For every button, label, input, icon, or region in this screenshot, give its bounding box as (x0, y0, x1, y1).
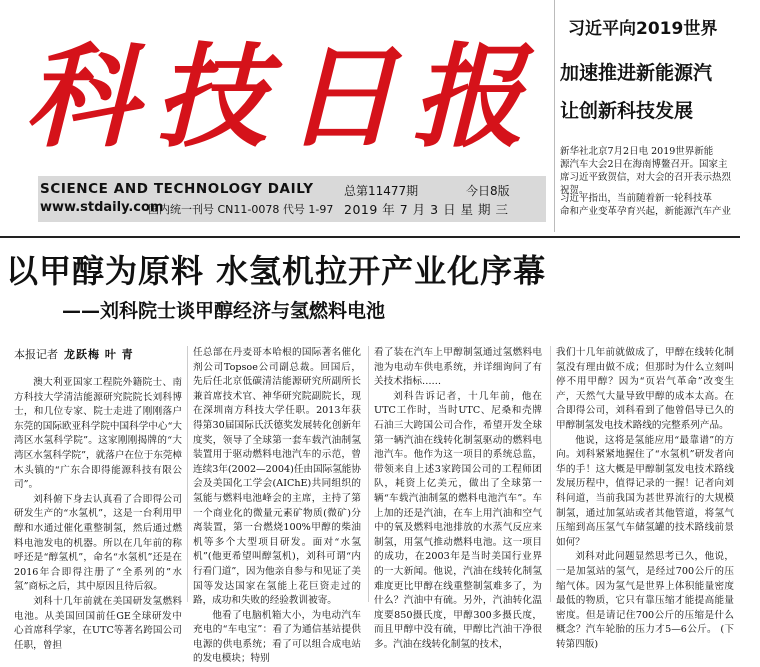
logo-char-2: 技 (155, 32, 267, 163)
rail-line: 席习近平致贺信，对大会的召开表示热烈 (560, 172, 732, 183)
byline-label: 本报记者 (14, 348, 58, 361)
rail-paragraph-2 (560, 192, 760, 218)
issue-date: 2019 年 7 月 3 日 星 期 三 (344, 202, 509, 217)
paragraph: 澳大利亚国家工程院外籍院士、南方科技大学清洁能源研究院院长刘科博士，和几位专家、院士走进了刚刚落户东莞的国际欧亚科学院中国科学中心“大湾区水氢科学院”。这家刚刚揭牌的“大湾区水氢科学院”，就落户在位于东莞樟木头镇的“广东合即得能源科技有限公司”。 (14, 377, 182, 491)
rail-line: 源汽车大会2日在海南博鳌召开。国家主 (560, 159, 728, 170)
rail-headline-3: 让创新科技发展 (560, 100, 694, 122)
logo-char-1: 科 (25, 32, 137, 163)
byline-names: 龙跃梅 叶 青 (64, 348, 134, 361)
byline (14, 346, 134, 362)
rail-line: 新华社北京7月2日电 2019世界新能 (560, 146, 714, 157)
article-headline: 以甲醇为原料 水氢机拉开产业化序幕 (6, 252, 547, 290)
rail-headline-2: 加速推进新能源汽 (560, 62, 713, 84)
rail-paragraph-1 (560, 145, 760, 197)
logo-char-3: 日 (285, 32, 397, 163)
paragraph: 他看了电脑机箱大小，为电动汽车充电的“车电宝”：看了为通信基站提供电源的供电系统；看了可以组合成电站的发电模块；特别 (193, 609, 361, 665)
article-column-4 (556, 346, 734, 650)
column-divider (187, 346, 188, 602)
article-column-3 (374, 346, 542, 650)
article-column-2 (193, 346, 361, 665)
rail-divider (554, 0, 555, 232)
logo-char-4: 报 (412, 32, 524, 163)
paragraph: 我们十几年前就做成了，甲醇在线转化制氢没有理由做不成；但那时为什么立刻叫停不用甲醇？因为“页岩气革命”改变生产，天然气大量导致甲醇的成本太高。在合即得公司，刘科看到了他曾倡导已久的甲醇制氢发电技术路线的完整系列产品。 (556, 347, 734, 431)
masthead (0, 0, 548, 232)
paragraph: 刘科俯下身去认真看了合即得公司研发生产的“水氢机”，这是一台利用甲醇和水通过催化重整制氢，然后通过燃料电池发电的机器。所以在几年前的称呼还是“醇氢机”，命名“水氢机”还是在2016年合即得注册了“全系列的”水氢”商标之后，其中原因且待后叙。 (14, 493, 182, 593)
article-subhead: ——刘科院士谈甲醇经济与氢燃料电池 (62, 300, 386, 322)
rail-line: 祝贺。 (560, 185, 589, 196)
paragraph: 看了装在汽车上甲醇制氢通过氢燃料电池为电动车供电系统，并详细询问了有关技术指标…… (374, 347, 542, 388)
issue-serial: 总第11477期 (344, 184, 419, 198)
paragraph: 他说，这将是氢能应用“最靠谱”的方向。刘科紧紧地握住了“水氢机”研发者向华的手！这大概是甲醇制氢发电技术路线发展历程中，值得记录的一握！记者向刘科问道，当前我国为甚世界流行的大规模制氢，通过加氢站或者其他管道，将氢气压缩到高压氢气车储氢罐的技术路线前景如何？ (556, 434, 734, 548)
newspaper-logo (20, 28, 540, 163)
side-rail-lead-story (550, 0, 740, 232)
rail-headline-1: 习近平向2019世界 (568, 19, 718, 39)
paragraph: 刘科告诉记者，十几年前，他在UTC工作时，当时UTC、尼桑和壳牌石油三大跨国公司合作，希望开发全球第一辆汽油在线转化制氢驱动的燃料电池汽车。他作为这一项目的系统总监，带领来自上述3家跨国公司的工程师团队，耗资上亿美元，做出了全球第一辆“车载汽油制氢的燃料电池汽车”。车上加的还是汽油，在车上用汽油和空气中的氧及燃料电池排放的水蒸气反应来制氢，用氢气推动燃料电池。这一项目的成功，在2003年是当时美国行业界的一大新闻。他说，汽油在线转化制氢难度更比甲醇在线重整制氢难多了，为什么？汽油中有硫。另外，汽油转化温度要850摄氏度，甲醇300多摄氏度，而且甲醇中没有硫，甲醇比汽油干净很多。汽油在线转化制氢的技术， (374, 390, 542, 650)
page-count: 今日8版 (466, 184, 510, 198)
issn-code: 国内统一刊号 CN11-0078 代号 1-97 (148, 203, 334, 216)
article-column-1 (14, 376, 182, 651)
column-divider (550, 346, 551, 602)
website-link[interactable]: www.stdaily.com (40, 200, 164, 215)
section-divider (0, 236, 740, 238)
column-divider (368, 346, 369, 602)
rail-line: 习近平指出，当前随着新一轮科技革 (560, 193, 713, 204)
paragraph: 任总部在丹麦哥本哈根的国际著名催化剂公司Topsoe公司副总裁。回国后，先后任北京低碳清洁能源研究所副所长兼首席技术官、神华研究院副院长，现在深圳南方科技大学任职。2013年获得第30届国际氏沃德奖发展转化创新年度奖，领导了全球第一套车载汽油制氢装置用于驱动燃料电池汽车的示范，曾连续3年(2002—2004)任由国际氢能协会及美国化工学会(AIChE)共同组织的氢能与燃料电池峰会的主席，主持了第一个商业化的微量元素矿物质(微矿)分离装置，第一台燃烧100%甲醇的柴油机等多个大型项目研发。面对“水氢机”(他更希望叫醇氢机)，刘科可谓“内行看门道”，因为他亲自参与和见证了美国等发达国家在氢能上花巨资走过的路，成功和失败的经验教训被寄。 (193, 347, 361, 607)
english-title: SCIENCE AND TECHNOLOGY DAILY (40, 181, 314, 197)
paragraph: 刘科对此问题显然思考已久，他说，一是加氢站的氢气，是经过700公斤的压缩气体。因为氢气是世界上体积能量密度最低的物质，它只有靠压缩才能提高能量密度。但是请记住700公斤的压缩是什么概念？汽车轮胎的压力才5—6公斤。 (下转第四版) (556, 551, 734, 650)
rail-line: 命和产业变革孕育兴起，新能源汽车产业 (560, 206, 732, 217)
paragraph: 刘科十几年前就在美国研发氢燃料电池。从美国回国前任GE全球研发中心首席科学家，在UTC等著名跨国公司任职，曾担 (14, 595, 182, 651)
